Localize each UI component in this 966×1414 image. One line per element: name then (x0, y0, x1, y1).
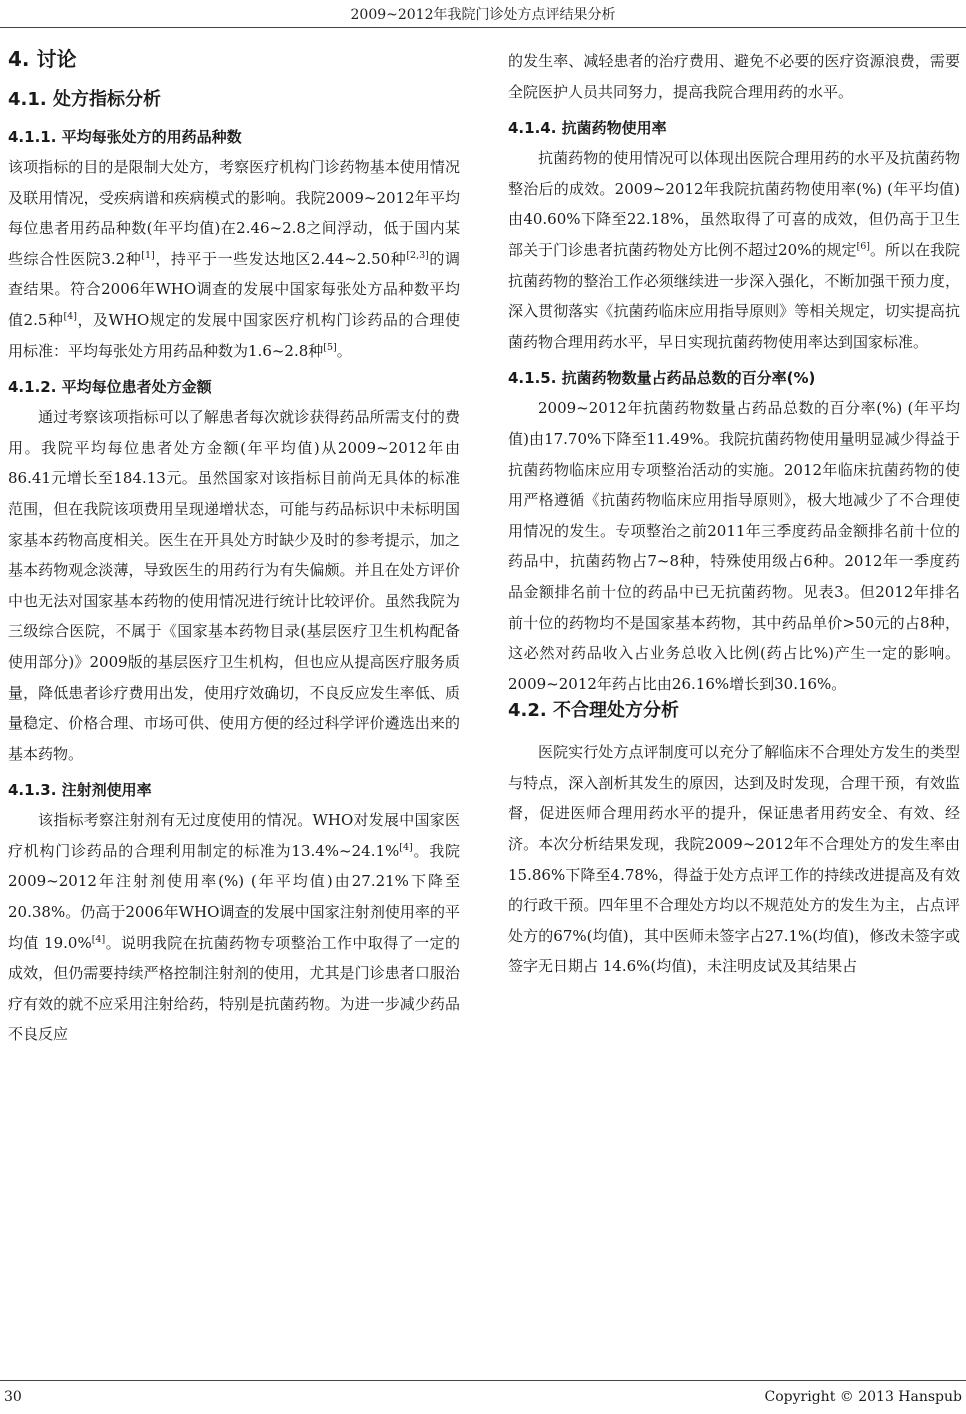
header-rule (0, 27, 966, 28)
heading-antibiotic-quantity-percentage: 4.1.5. 抗菌药物数量占药品总数的百分率(%) (508, 369, 816, 388)
text-run: 。所以在我院抗菌药物的整治工作必须继续进一步深入强化，不断加强干预力度，深入贯彻落实《抗菌药临床应用指导原则》等相关规定，切实提高抗菌药物合理用药水平，早日实现抗菌药物使用率达到国家标准。 (508, 240, 960, 351)
text-run: 医院实行处方点评制度可以充分了解临床不合理处方发生的类型与特点，深入剖析其发生的原因，达到及时发现，合理干预，有效监督，促进医师合理用药水平的提升，保证患者用药安全、有效、经济。本次分析结果发现，我院2009~2012年不合理处方的发生率由15.86%下降至4.78%，得益于处方点评工作的持续改进提高及有效的行政干预。四年里不合理处方均以不规范处方的发生为主，占点评处方的67%(均值)，其中医师未签字占27.1%(均值)，修改未签字或签字无日期占 14.6%(均值)，未注明皮试及其结果占 (508, 743, 960, 976)
page-number: 30 (4, 1389, 22, 1405)
paragraph-injection-usage-rate-continued (508, 46, 960, 107)
paragraph-avg-drugs-per-prescription (8, 152, 460, 366)
citation-superscript: [4] (63, 310, 77, 322)
text-run: 的调查结果。符合2006年WHO调查的发展中国家每张处方品种数平均值2.5种 (8, 249, 460, 329)
paragraph-irrational-prescriptions (508, 737, 960, 982)
citation-superscript: [1] (141, 249, 155, 261)
heading-antibiotic-usage: 4.1.4. 抗菌药物使用率 (508, 119, 667, 138)
subsection-heading-prescription-indicators: 4.1. 处方指标分析 (8, 89, 161, 110)
subsection-heading-irrational-prescriptions: 4.2. 不合理处方分析 (508, 700, 679, 722)
left-column (8, 46, 460, 1050)
paragraph-injection-usage-rate (8, 805, 460, 1050)
citation-superscript: [4] (91, 933, 106, 945)
citation-superscript: [6] (856, 240, 870, 252)
copyright-notice: Copyright © 2013 Hanspub (764, 1389, 962, 1405)
text-run: 。说明我院在抗菌药物专项整治工作中取得了一定的成效，但仍需要持续严格控制注射剂的使用，尤其是门诊患者口服治疗有效的就不应采用注射给药，特别是抗菌药物。为进一步减少药品不良反应 (8, 933, 460, 1044)
heading-injection-usage-rate: 4.1.3. 注射剂使用率 (8, 781, 152, 800)
citation-superscript: [4] (399, 841, 413, 853)
text-run: ，持平于一些发达地区2.44~2.50种 (154, 249, 407, 268)
citation-superscript: [5] (323, 341, 337, 353)
citation-superscript: [2,3] (406, 249, 429, 261)
footer-rule (0, 1380, 966, 1381)
text-run: 的发生率、减轻患者的治疗费用、避免不必要的医疗资源浪费，需要全院医护人员共同努力，提高我院合理用药的水平。 (508, 52, 960, 101)
text-run: 该指标考察注射剂有无过度使用的情况。WHO对发展中国家医疗机构门诊药品的合理利用制定的标准为13.4%~24.1% (8, 811, 460, 860)
text-run: 。我院2009~2012年注射剂使用率(%) (年平均值)由27.21%下降至20.38%。仍高于2006年WHO调查的发展中国家注射剂使用率的平均值 19.0% (8, 841, 460, 952)
text-run: 通过考察该项指标可以了解患者每次就诊获得药品所需支付的费用。我院平均每位患者处方金额(年平均值)从2009~2012年由86.41元增长至184.13元。虽然国家对该指标目前尚无具体的标准范围，但在我院该项费用呈现递增状态，可能与药品标识中未标明国家基本药物高度相关。医生在开具处方时缺少及时的参考提示，加之基本药物观念淡薄，导致医生的用药行为有失偏颇。并且在处方评价中也无法对国家基本药物的使用情况进行统计比较评价。虽然我院为三级综合医院，不属于《国家基本药物目录(基层医疗卫生机构配备使用部分)》2009版的基层医疗卫生机构，但也应从提高医疗服务质量，降低患者诊疗费用出发，使用疗效确切，不良反应发生率低、质量稳定、价格合理、市场可供、使用方便的经过科学评价遴选出来的基本药物。 (8, 408, 460, 763)
paragraph-antibiotic-quantity-percentage (508, 393, 960, 699)
section-heading-discussion: 4. 讨论 (8, 47, 77, 71)
text-run: 抗菌药物的使用情况可以体现出医院合理用药的水平及抗菌药物整治后的成效。2009~2012年我院抗菌药物使用率(%) (年平均值)由40.60%下降至22.18%，虽然取得了可喜的成效，但仍高于卫生部关于门诊患者抗菌药物处方比例不超过20%的规定 (508, 149, 960, 259)
text-run: ，及WHO规定的发展中国家医疗机构门诊药品的合理使用标准：平均每张处方用药品种数为1.6~2.8种 (8, 310, 460, 360)
text-run: 。 (336, 341, 352, 360)
paragraph-avg-prescription-cost (8, 402, 460, 769)
right-column (508, 46, 960, 982)
running-header: 2009~2012年我院门诊处方点评结果分析 (350, 7, 616, 23)
text-run: 该项指标的目的是限制大处方，考察医疗机构门诊药物基本使用情况及联用情况，受疾病谱和疾病模式的影响。我院2009~2012年平均每位患者用药品种数(年平均值)在2.46~2.8之间浮动，低于国内某些综合性医院3.2种 (8, 158, 460, 268)
text-run: 2009~2012年抗菌药物数量占药品总数的百分率(%) (年平均值)由17.70%下降至11.49%。我院抗菌药物使用量明显减少得益于抗菌药物临床应用专项整治活动的实施。2012年临床抗菌药物的使用严格遵循《抗菌药物临床应用指导原则》，极大地减少了不合理使用情况的发生。专项整治之前2011年三季度药品金额排名前十位的药品中，抗菌药物占7~8种，特殊使用级占6种。2012年一季度药品金额排名前十位的药品中已无抗菌药物。见表3。但2012年排名前十位的药物均不是国家基本药物，其中药品单价>50元的占8种，这必然对药品收入占业务总收入比例(药占比%)产生一定的影响。2009~2012年药占比由26.16%增长到30.16%。 (508, 399, 960, 693)
heading-avg-drugs-per-prescription: 4.1.1. 平均每张处方的用药品种数 (8, 128, 242, 146)
paragraph-antibiotic-usage (508, 143, 960, 357)
heading-avg-prescription-cost: 4.1.2. 平均每位患者处方金额 (8, 378, 212, 397)
